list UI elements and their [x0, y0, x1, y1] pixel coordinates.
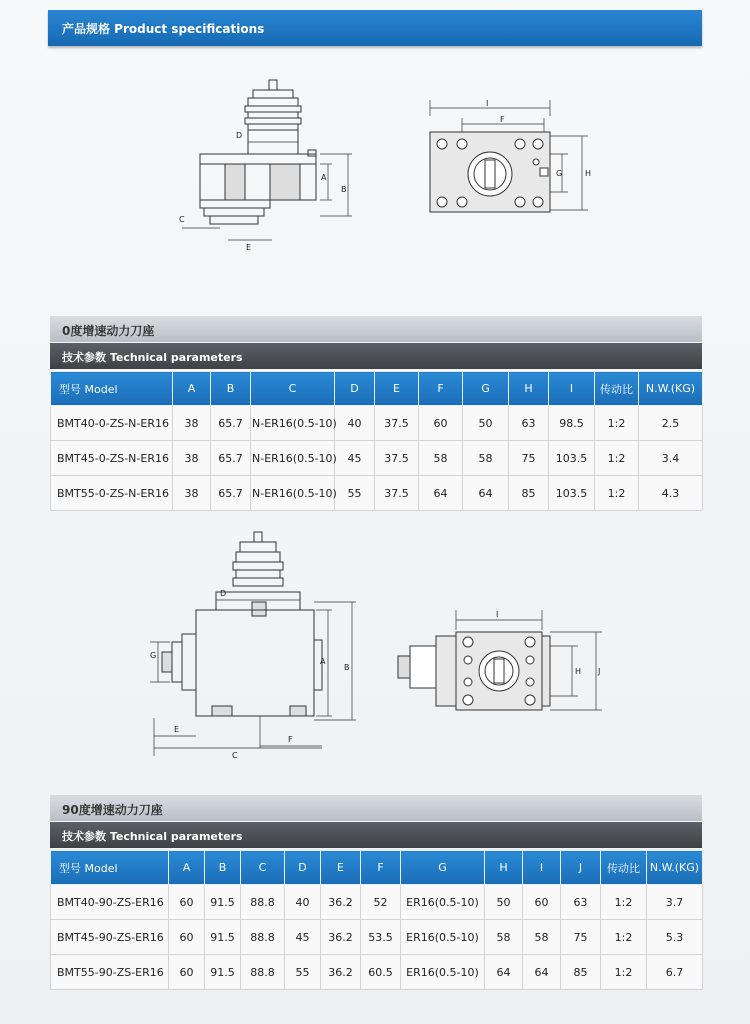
col-weight: N.W.(KG) — [639, 372, 703, 406]
cell: 1:2 — [595, 441, 639, 476]
cell: 58 — [419, 441, 463, 476]
label-g: G — [556, 169, 563, 178]
col-c: C — [251, 372, 335, 406]
cell: 52 — [361, 885, 401, 920]
cell: 63 — [561, 885, 601, 920]
label-c: C — [232, 751, 238, 760]
cell: 75 — [509, 441, 549, 476]
label-f: F — [500, 115, 505, 124]
cell: 38 — [173, 476, 211, 511]
cell: 37.5 — [375, 476, 419, 511]
label-a: A — [321, 173, 327, 182]
cell: 60 — [169, 885, 205, 920]
label-j: J — [598, 667, 601, 676]
cell: 1:2 — [601, 885, 647, 920]
label-i: I — [486, 99, 489, 108]
cell: 38 — [173, 441, 211, 476]
cell: 64 — [463, 476, 509, 511]
cell: 103.5 — [549, 476, 595, 511]
section-90deg-subtitle-bar — [50, 822, 702, 848]
drawing-90deg-front-view — [390, 606, 605, 716]
label-b: B — [341, 185, 347, 194]
cell: 4.3 — [639, 476, 703, 511]
product-spec-header — [48, 10, 702, 46]
cell: 103.5 — [549, 441, 595, 476]
table-row — [51, 406, 703, 441]
section-0deg-subtitle: 技术参数 Technical parameters — [62, 351, 243, 364]
cell: 50 — [485, 885, 523, 920]
cell: 85 — [561, 955, 601, 990]
cell: 1:2 — [595, 406, 639, 441]
section-90deg-title-bar — [50, 795, 702, 821]
col-i: I — [549, 372, 595, 406]
col-i: I — [523, 851, 561, 885]
section-90deg-title: 90度增速动力刀座 — [62, 803, 163, 817]
cell: 45 — [285, 920, 321, 955]
table-90deg-specs — [50, 850, 703, 990]
label-e: E — [174, 725, 180, 734]
cell: 3.7 — [647, 885, 703, 920]
col-b: B — [205, 851, 241, 885]
section-0deg-subtitle-bar — [50, 343, 702, 369]
cell: 1:2 — [601, 955, 647, 990]
cell: 37.5 — [375, 406, 419, 441]
col-model: 型号 Model — [51, 851, 169, 885]
section-90deg-subtitle: 技术参数 Technical parameters — [62, 830, 243, 843]
col-model: 型号 Model — [51, 372, 173, 406]
drawing-0deg-side-view — [170, 78, 360, 253]
col-d: D — [335, 372, 375, 406]
cell: 2.5 — [639, 406, 703, 441]
col-c: C — [241, 851, 285, 885]
section-0deg-title: 0度增速动力刀座 — [62, 324, 155, 338]
col-g: G — [463, 372, 509, 406]
cell: N-ER16(0.5-10) — [251, 406, 335, 441]
label-d: D — [236, 131, 243, 140]
label-h: H — [575, 667, 582, 676]
cell: 88.8 — [241, 885, 285, 920]
cell: 88.8 — [241, 920, 285, 955]
cell: 5.3 — [647, 920, 703, 955]
col-f: F — [419, 372, 463, 406]
cell: 45 — [335, 441, 375, 476]
table-90deg-header-row — [51, 851, 703, 885]
cell: 75 — [561, 920, 601, 955]
col-e: E — [321, 851, 361, 885]
col-h: H — [509, 372, 549, 406]
cell-model: BMT40-0-ZS-N-ER16 — [51, 406, 173, 441]
table-row — [51, 885, 703, 920]
table-row — [51, 476, 703, 511]
header-title: 产品规格 Product specifications — [62, 22, 265, 36]
cell: 37.5 — [375, 441, 419, 476]
col-ratio: 传动比 — [595, 372, 639, 406]
cell: 64 — [485, 955, 523, 990]
table-row — [51, 920, 703, 955]
cell-model: BMT45-0-ZS-N-ER16 — [51, 441, 173, 476]
col-f: F — [361, 851, 401, 885]
table-0deg-specs — [50, 371, 703, 511]
col-d: D — [285, 851, 321, 885]
cell: 60.5 — [361, 955, 401, 990]
cell: 65.7 — [211, 476, 251, 511]
table-row — [51, 441, 703, 476]
cell: 63 — [509, 406, 549, 441]
cell: 1:2 — [595, 476, 639, 511]
cell-model: BMT55-0-ZS-N-ER16 — [51, 476, 173, 511]
cell: 91.5 — [205, 885, 241, 920]
cell: 60 — [523, 885, 561, 920]
cell: 91.5 — [205, 920, 241, 955]
cell: ER16(0.5-10) — [401, 885, 485, 920]
section-0deg-title-bar — [50, 316, 702, 342]
col-a: A — [173, 372, 211, 406]
cell: 38 — [173, 406, 211, 441]
cell: N-ER16(0.5-10) — [251, 441, 335, 476]
col-e: E — [375, 372, 419, 406]
cell: 91.5 — [205, 955, 241, 990]
cell: 60 — [169, 920, 205, 955]
table-0deg-header-row — [51, 372, 703, 406]
label-g: G — [150, 651, 157, 660]
label-i: I — [496, 610, 499, 619]
col-g: G — [401, 851, 485, 885]
cell: 36.2 — [321, 955, 361, 990]
cell: 1:2 — [601, 920, 647, 955]
cell: 60 — [419, 406, 463, 441]
label-h: H — [585, 169, 592, 178]
cell: 53.5 — [361, 920, 401, 955]
cell: 40 — [285, 885, 321, 920]
cell: 55 — [335, 476, 375, 511]
cell: 55 — [285, 955, 321, 990]
cell: 64 — [419, 476, 463, 511]
cell-model: BMT40-90-ZS-ER16 — [51, 885, 169, 920]
label-a: A — [320, 657, 326, 666]
cell: 58 — [523, 920, 561, 955]
cell: 58 — [485, 920, 523, 955]
cell: 65.7 — [211, 441, 251, 476]
cell: 58 — [463, 441, 509, 476]
label-f: F — [288, 735, 293, 744]
drawing-90deg-side-view — [140, 530, 370, 765]
table-row — [51, 955, 703, 990]
cell: ER16(0.5-10) — [401, 920, 485, 955]
cell: 6.7 — [647, 955, 703, 990]
cell-model: BMT55-90-ZS-ER16 — [51, 955, 169, 990]
col-a: A — [169, 851, 205, 885]
cell: 64 — [523, 955, 561, 990]
cell: 3.4 — [639, 441, 703, 476]
cell: ER16(0.5-10) — [401, 955, 485, 990]
col-b: B — [211, 372, 251, 406]
col-j: J — [561, 851, 601, 885]
cell: 50 — [463, 406, 509, 441]
cell: 36.2 — [321, 885, 361, 920]
cell: 60 — [169, 955, 205, 990]
cell: 98.5 — [549, 406, 595, 441]
col-h: H — [485, 851, 523, 885]
col-weight: N.W.(KG) — [647, 851, 703, 885]
label-e: E — [246, 243, 252, 252]
drawing-0deg-front-view — [420, 96, 595, 221]
col-ratio: 传动比 — [601, 851, 647, 885]
cell: 36.2 — [321, 920, 361, 955]
label-c: C — [179, 215, 185, 224]
cell: 88.8 — [241, 955, 285, 990]
label-d: D — [220, 589, 227, 598]
cell: N-ER16(0.5-10) — [251, 476, 335, 511]
cell: 40 — [335, 406, 375, 441]
cell: 65.7 — [211, 406, 251, 441]
label-b: B — [344, 663, 350, 672]
cell: 85 — [509, 476, 549, 511]
cell-model: BMT45-90-ZS-ER16 — [51, 920, 169, 955]
